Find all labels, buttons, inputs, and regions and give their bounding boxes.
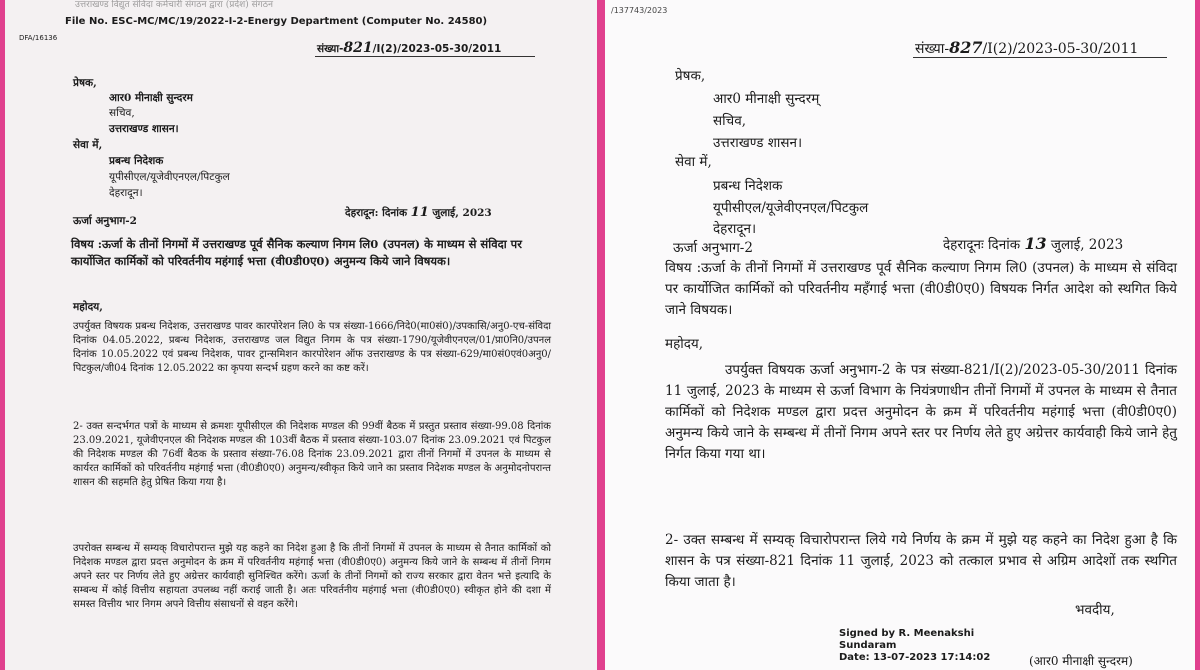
left-file-number: File No. ESC-MC/MC/19/2022-I-2-Energy Department (Computer No. 24580) [65,16,488,27]
right-digital-signature [839,628,990,664]
left-paragraph-2: 2- उक्त सन्दर्भगत पत्रों के माध्यम से क्रमशः यूपीसीएल की निदेशक मण्डल की 99वीं बैठक में प्रस्तुत प्रस्ताव संख्या-99.08 दिनांक 23.09.2021, यूजेवीएनएल की निदेशक मण्डल की 103वीं बैठक में प्रस्ताव संख्या-103.07 दिनांक 23.09.2021 एवं पिटकुल की निदेशक मण्डल की 76वीं बैठक के प्रस्ताव संख्या-76.08 दिनांक 23.09.2021 द्वारा तीनों निगमों में उपनल के माध्यम से कार्यरत कार्मिकों को परिवर्तनीय महंगाई भत्ता (वी0डी0ए0) अनुमन्य/स्वीकृत किये जाने का प्रस्ताव निदेशक मण्डल के अनुमोदनोपरान्त शासन की सहमति हेतु प्रेषित किया गया है। [73,421,551,488]
right-recipient-label: सेवा में, [675,154,712,170]
left-subject: विषय :ऊर्जा के तीनों निगमों में उत्तराखण्ड पूर्व सैनिक कल्याण निगम लि0 (उपनल) के माध्यम से संविदा पर कार्योजित कार्मिकों को परिवर्तनीय महंगाई भत्ता (वी0डी0ए0) अनुमन्य किये जाने विषयक। [71,237,522,268]
left-recipient-org: यूपीसीएल/यूजेवीएनएल/पिटकुल [109,171,230,183]
left-sender-name: आर0 मीनाक्षी सुन्दरम [109,92,193,104]
right-sender-name: आर0 मीनाक्षी सुन्दरम् [713,91,820,107]
left-section: ऊर्जा अनुभाग-2 [73,215,137,227]
right-reference-underline [913,57,1167,58]
right-signed-line-3: Date: 13-07-2023 17:14:02 [839,652,991,663]
left-recipient-title: प्रबन्ध निदेशक [109,155,164,167]
left-reference-number [317,40,501,56]
right-recipient-city: देहरादून। [713,221,757,237]
left-salutation: महोदय, [73,301,103,313]
right-date-handwritten: 13 [1024,234,1047,253]
right-signatory-name: (आर0 मीनाक्षी सुन्दरम) [1029,654,1133,668]
right-reference-code: /137743/2023 [611,6,668,15]
right-recipient-org: यूपीसीएल/यूजेवीएनएल/पिटकुल [713,200,869,216]
right-closing: भवदीय, [1075,602,1115,618]
left-reference-underline [315,56,535,57]
left-date-handwritten: 11 [410,205,429,220]
right-paragraph-2: 2- उक्त सम्बन्ध में सम्यक् विचारोपरान्त लिये गये निर्णय के क्रम में मुझे यह कहने का निदेश हुआ है कि शासन के पत्र संख्या-821 दिनांक 11 जुलाई, 2023 को तत्काल प्रभाव से अग्रिम आदेशों तक स्थगित किया जाता है। [665,532,1177,590]
right-reference-rest: /I(2)/2023-05-30/2011 [982,41,1139,57]
left-top-header: उत्तराखण्ड विद्युत संविदा कर्मचारी संगठन द्वारा (प्रदेश) संगठन [75,0,273,10]
left-recipient-label: सेवा में, [73,139,103,151]
right-sender-org: उत्तराखण्ड शासन। [713,135,803,151]
left-date [345,205,492,220]
left-document-page [5,0,597,670]
left-reference-handwritten: 821 [343,40,373,56]
right-reference-label: संख्या- [915,41,950,57]
left-sender-title: सचिव, [109,107,135,119]
left-date-suffix: जुलाई, 2023 [432,207,492,219]
right-signed-line-2: Sundaram [839,640,897,651]
right-date [943,234,1123,253]
right-sender-label: प्रेषक, [675,68,706,84]
left-reference-label: संख्या- [317,43,344,55]
right-signed-line-1: Signed by R. Meenakshi [839,628,975,639]
right-reference-number [915,38,1138,58]
left-paragraph-3: उपरोक्त सम्बन्ध में सम्यक् विचारोपरान्त मुझे यह कहने का निदेश हुआ है कि तीनों निगमों में उपनल के माध्यम से तैनात कार्मिकों को निदेशक मण्डल द्वारा प्रदत्त अनुमोदन के क्रम में परिवर्तनीय महंगाई भत्ता (वी0डी0ए0) अनुमन्य किये जाने के सम्बन्ध में तीनों निगम अपने स्तर पर निर्णय लेते हुए अग्रेत्तर कार्यवाही सुनिश्चित करेंगे। ऊर्जा के तीनों निगमों को राज्य सरकार द्वारा वेतन भत्ते इत्यादि के सम्बन्ध में कोई वित्तीय सहायता उपलब्ध नहीं कराई जाती है। अतः परिवर्तनीय महंगाई भत्ता (वी0डी0ए0) स्वीकृत होने की दशा में समस्त वित्तीय भार निगम अपने वित्तीय संसाधनों से वहन करेंगे। [73,543,551,610]
right-date-suffix: जुलाई, 2023 [1050,237,1124,253]
right-document-frame [600,0,1200,670]
left-dfa-number: DFA/16136 [19,34,58,42]
right-recipient-title: प्रबन्ध निदेशक [713,178,783,194]
left-date-prefix: देहरादून: दिनांक [345,207,408,219]
left-paragraph-1: उपर्युक्त विषयक प्रबन्ध निदेशक, उत्तराखण्ड पावर कारपोरेशन लि0 के पत्र संख्या-1666/निदे0(मा0सं0)/उपकासि/अनु0-एच-संविदा दिनांक 04.05.2022, प्रबन्ध निदेशक, उत्तराखण्ड जल विद्युत निगम के पत्र संख्या-1790/यूजेवीएनएल/01/प्रा0नि0/उपनल दिनांक 10.05.2022 एवं प्रबन्ध निदेशक, पावर ट्रान्समिशन कारपोरेशन ऑफ उत्तराखण्ड के पत्र संख्या-629/मा0सं0एवं0अनु0/पिटकुल/जी04 दिनांक 12.05.2022 का कृपया सन्दर्भ ग्रहण करने का कष्ट करें। [73,321,551,374]
left-sender-org: उत्तराखण्ड शासन। [109,123,179,135]
left-reference-rest: /I(2)/2023-05-30/2011 [372,43,502,55]
left-sender-label: प्रेषक, [73,77,97,89]
right-document-page [605,0,1195,670]
right-sender-title: सचिव, [713,113,746,129]
right-paragraph-1: उपर्युक्त विषयक ऊर्जा अनुभाग-2 के पत्र संख्या-821/I(2)/2023-05-30/2011 दिनांक 11 जुलाई, 2023 के माध्यम से ऊर्जा विभाग के नियंत्रणाधीन तीनों निगमों में उपनल के माध्यम से तैनात कार्मिकों को निदेशक मण्डल द्वारा प्रदत्त अनुमोदन के क्रम में परिवर्तनीय महंगाई भत्ता (वी0डी0ए0) अनुमन्य किये जाने के सम्बन्ध में तीनों निगम अपने स्तर पर निर्णय लेते हुए अग्रेत्तर कार्यवाही किये जाने हेतु निर्गत किया गया था। [665,362,1177,462]
right-salutation: महोदय, [665,336,704,352]
right-section: ऊर्जा अनुभाग-2 [673,240,753,256]
right-reference-handwritten: 827 [949,38,983,57]
right-subject: विषय :ऊर्जा के तीनों निगमों में उत्तराखण्ड पूर्व सैनिक कल्याण निगम लि0 (उपनल) के माध्यम से संविदा पर कार्योजित कार्मिकों को परिवर्तनीय महँगाई भत्ता (वी0डी0ए0) विषयक निर्गत आदेश को स्थगित किये जाने विषयक। [665,260,1177,318]
right-date-prefix: देहरादूनः दिनांक [943,237,1021,253]
left-recipient-city: देहरादून। [109,187,143,199]
